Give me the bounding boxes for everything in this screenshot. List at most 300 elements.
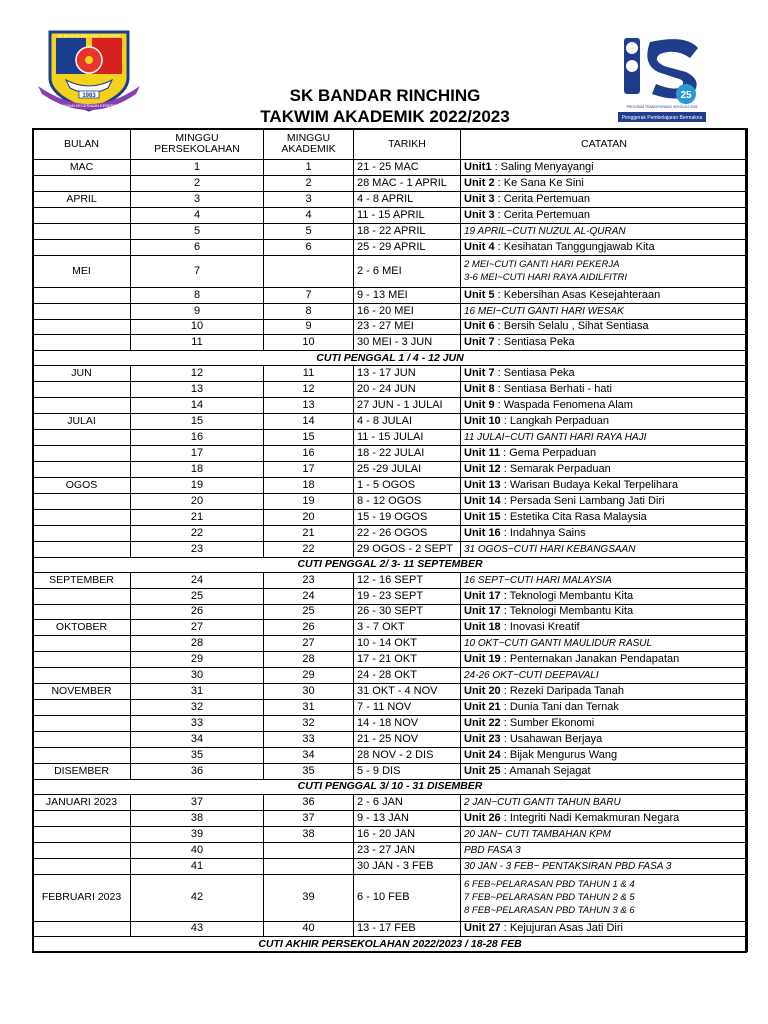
calendar-body: [33, 160, 748, 952]
cell-minggu-akademik: 31: [264, 700, 354, 716]
table-row: [33, 636, 748, 652]
cell-tarikh: 28 MAC - 1 APRIL: [354, 175, 461, 191]
table-row: [33, 684, 748, 700]
table-row: [33, 525, 748, 541]
table-row: [33, 160, 748, 176]
cell-minggu-persekolahan: 41: [131, 858, 264, 874]
unit-title: : Waspada Fenomena Alam: [497, 399, 633, 412]
cell-catatan: [461, 446, 748, 462]
cell-bulan: [33, 207, 131, 223]
cell-minggu-akademik: 26: [264, 620, 354, 636]
cell-catatan: [461, 874, 748, 921]
table-row: [33, 700, 748, 716]
cell-minggu-persekolahan: 4: [131, 207, 264, 223]
cell-minggu-persekolahan: 43: [131, 921, 264, 937]
cell-bulan: JULAI: [33, 414, 131, 430]
cell-minggu-persekolahan: 33: [131, 716, 264, 732]
cell-minggu-akademik: [264, 842, 354, 858]
cell-bulan: DISEMBER: [33, 763, 131, 779]
note-text: 19 APRIL~CUTI NUZUL AL-QURAN: [464, 225, 626, 237]
cell-tarikh: 6 - 10 FEB: [354, 874, 461, 921]
cell-tarikh: 4 - 8 APRIL: [354, 191, 461, 207]
note-text: 11 JULAI~CUTI GANTI HARI RAYA HAJI: [464, 432, 647, 444]
cell-tarikh: 3 - 7 OKT: [354, 620, 461, 636]
unit-label: Unit1: [464, 160, 492, 173]
holiday-label: CUTI PENGGAL 3/ 10 - 31 DISEMBER: [33, 779, 748, 794]
cell-minggu-persekolahan: 2: [131, 175, 264, 191]
cell-minggu-akademik: 20: [264, 509, 354, 525]
unit-label: Unit 9: [464, 399, 495, 412]
unit-title: : Kebersihan Asas Kesejahteraan: [497, 288, 661, 301]
cell-catatan: [461, 430, 748, 446]
note-text: PBD FASA 3: [464, 844, 521, 856]
cell-minggu-persekolahan: 37: [131, 794, 264, 810]
cell-minggu-persekolahan: 23: [131, 541, 264, 557]
note-text: 10 OKT~CUTI GANTI MAULIDUR RASUL: [464, 638, 653, 650]
table-row: [33, 287, 748, 303]
cell-minggu-akademik: 14: [264, 414, 354, 430]
cell-minggu-akademik: 27: [264, 636, 354, 652]
crest-motto: KEAMANAN KECERIAAN KEBERSIHAN: [52, 103, 126, 108]
cell-minggu-persekolahan: 8: [131, 287, 264, 303]
cell-bulan: [33, 858, 131, 874]
cell-tarikh: 11 - 15 APRIL: [354, 207, 461, 223]
cell-tarikh: 21 - 25 NOV: [354, 732, 461, 748]
cell-catatan: [461, 716, 748, 732]
table-row: [33, 921, 748, 937]
cell-bulan: [33, 430, 131, 446]
cell-tarikh: 31 OKT - 4 NOV: [354, 684, 461, 700]
cell-minggu-persekolahan: 24: [131, 572, 264, 588]
cell-catatan: [461, 493, 748, 509]
cell-tarikh: 20 - 24 JUN: [354, 382, 461, 398]
cell-minggu-persekolahan: 28: [131, 636, 264, 652]
unit-title: : Semarak Perpaduan: [503, 462, 611, 475]
cell-minggu-akademik: 3: [264, 191, 354, 207]
cell-tarikh: 19 - 23 SEPT: [354, 588, 461, 604]
header-catatan: CATATAN: [461, 129, 748, 160]
cell-catatan: [461, 160, 748, 176]
cell-catatan: [461, 414, 748, 430]
cell-tarikh: 25 -29 JULAI: [354, 462, 461, 478]
cell-bulan: JANUARI 2023: [33, 794, 131, 810]
cell-catatan: [461, 287, 748, 303]
cell-catatan: [461, 652, 748, 668]
unit-label: Unit 8: [464, 383, 495, 396]
cell-tarikh: 30 MEI - 3 JUN: [354, 335, 461, 351]
holiday-label: CUTI AKHIR PERSEKOLAHAN 2022/2023 / 18-28 FEB: [33, 937, 748, 952]
cell-tarikh: 30 JAN - 3 FEB: [354, 858, 461, 874]
cell-catatan: [461, 826, 748, 842]
note-text: 31 OGOS~CUTI HARI KEBANGSAAN: [464, 543, 636, 555]
table-row: [33, 493, 748, 509]
table-row: [33, 382, 748, 398]
unit-title: : Gema Perpaduan: [503, 447, 597, 460]
unit-title: : Inovasi Kreatif: [503, 621, 580, 634]
cell-bulan: [33, 382, 131, 398]
holiday-label: CUTI PENGGAL 2/ 3- 11 SEPTEMBER: [33, 557, 748, 572]
cell-catatan: [461, 541, 748, 557]
crest-year: 1983: [82, 93, 96, 99]
cell-minggu-persekolahan: 14: [131, 398, 264, 414]
unit-title: : Bersih Selalu , Sihat Sentiasa: [497, 320, 649, 333]
cell-tarikh: 9 - 13 MEI: [354, 287, 461, 303]
unit-label: Unit 11: [464, 447, 501, 460]
cell-bulan: OGOS: [33, 477, 131, 493]
cell-minggu-akademik: 5: [264, 223, 354, 239]
cell-catatan: [461, 366, 748, 382]
cell-catatan: [461, 700, 748, 716]
cell-tarikh: 13 - 17 FEB: [354, 921, 461, 937]
cell-tarikh: 13 - 17 JUN: [354, 366, 461, 382]
cell-minggu-akademik: 13: [264, 398, 354, 414]
cell-minggu-persekolahan: 38: [131, 810, 264, 826]
unit-title: : Persada Seni Lambang Jati Diri: [503, 494, 665, 507]
cell-bulan: [33, 335, 131, 351]
note-line: 6 FEB~PELARASAN PBD TAHUN 1 & 4: [464, 879, 635, 890]
unit-title: : Cerita Pertemuan: [497, 192, 590, 205]
unit-title: : Indahnya Sains: [503, 526, 586, 539]
note-text: 16 MEI~CUTI GANTI HARI WESAK: [464, 305, 624, 317]
cell-bulan: [33, 541, 131, 557]
unit-label: Unit 14: [464, 494, 501, 507]
cell-minggu-akademik: 6: [264, 239, 354, 255]
cell-minggu-akademik: 24: [264, 588, 354, 604]
cell-catatan: [461, 620, 748, 636]
unit-label: Unit 17: [464, 589, 501, 602]
cell-minggu-persekolahan: 39: [131, 826, 264, 842]
cell-tarikh: 17 - 21 OKT: [354, 652, 461, 668]
note-line: 3-6 MEI~CUTI HARI RAYA AIDILFITRI: [464, 272, 628, 284]
cell-tarikh: 12 - 16 SEPT: [354, 572, 461, 588]
table-row: [33, 398, 748, 414]
unit-title: : Bijak Mengurus Wang: [503, 748, 618, 761]
header-minggu-akademik: [264, 129, 354, 160]
cell-minggu-persekolahan: 13: [131, 382, 264, 398]
table-row: [33, 366, 748, 382]
cell-tarikh: 2 - 6 JAN: [354, 794, 461, 810]
cell-minggu-akademik: 18: [264, 477, 354, 493]
cell-minggu-akademik: 33: [264, 732, 354, 748]
cell-minggu-akademik: 37: [264, 810, 354, 826]
cell-minggu-akademik: 17: [264, 462, 354, 478]
cell-tarikh: 16 - 20 JAN: [354, 826, 461, 842]
cell-bulan: [33, 493, 131, 509]
cell-tarikh: 21 - 25 MAC: [354, 160, 461, 176]
cell-tarikh: 5 - 9 DIS: [354, 763, 461, 779]
table-row: [33, 446, 748, 462]
cell-minggu-persekolahan: 3: [131, 191, 264, 207]
cell-minggu-persekolahan: 19: [131, 477, 264, 493]
table-row: [33, 858, 748, 874]
cell-bulan: [33, 700, 131, 716]
cell-bulan: [33, 398, 131, 414]
unit-title: : Warisan Budaya Kekal Terpelihara: [503, 478, 679, 491]
cell-tarikh: 4 - 8 JULAI: [354, 414, 461, 430]
unit-label: Unit 4: [464, 240, 495, 253]
unit-label: Unit 23: [464, 732, 501, 745]
cell-tarikh: 18 - 22 JULAI: [354, 446, 461, 462]
cell-tarikh: 1 - 5 OGOS: [354, 477, 461, 493]
unit-title: : Estetika Cita Rasa Malaysia: [503, 510, 647, 523]
cell-minggu-persekolahan: 10: [131, 319, 264, 335]
table-row: [33, 191, 748, 207]
table-row: [33, 239, 748, 255]
table-row: [33, 794, 748, 810]
table-row: [33, 255, 748, 287]
cell-catatan: [461, 525, 748, 541]
holiday-row: [33, 351, 748, 366]
note-line: 7 FEB~PELARASAN PBD TAHUN 2 & 5: [464, 892, 635, 903]
cell-bulan: JUN: [33, 366, 131, 382]
unit-label: Unit 19: [464, 653, 501, 666]
table-header-row: [33, 129, 748, 160]
table-row: [33, 509, 748, 525]
cell-bulan: FEBRUARI 2023: [33, 874, 131, 921]
cell-catatan: [461, 604, 748, 620]
unit-label: Unit 15: [464, 510, 501, 523]
cell-tarikh: 14 - 18 NOV: [354, 716, 461, 732]
unit-label: Unit 5: [464, 288, 495, 301]
header-tarikh: TARIKH: [354, 129, 461, 160]
cell-catatan: [461, 588, 748, 604]
unit-label: Unit 10: [464, 415, 501, 428]
cell-minggu-akademik: 11: [264, 366, 354, 382]
cell-bulan: [33, 319, 131, 335]
table-row: [33, 414, 748, 430]
cell-minggu-akademik: [264, 858, 354, 874]
cell-minggu-akademik: [264, 255, 354, 287]
cell-minggu-akademik: 36: [264, 794, 354, 810]
cell-minggu-akademik: 21: [264, 525, 354, 541]
note-text: 16 SEPT~CUTI HARI MALAYSIA: [464, 574, 612, 586]
unit-label: Unit 3: [464, 208, 495, 221]
cell-bulan: [33, 826, 131, 842]
cell-catatan: [461, 398, 748, 414]
cell-tarikh: 10 - 14 OKT: [354, 636, 461, 652]
cell-bulan: [33, 588, 131, 604]
unit-title: : Kesihatan Tanggungjawab Kita: [497, 240, 655, 253]
cell-minggu-persekolahan: 16: [131, 430, 264, 446]
cell-bulan: MEI: [33, 255, 131, 287]
cell-catatan: [461, 668, 748, 684]
cell-minggu-persekolahan: 6: [131, 239, 264, 255]
cell-catatan: [461, 335, 748, 351]
cell-bulan: MAC: [33, 160, 131, 176]
cell-minggu-persekolahan: 30: [131, 668, 264, 684]
cell-bulan: [33, 239, 131, 255]
cell-minggu-persekolahan: 31: [131, 684, 264, 700]
cell-minggu-akademik: 15: [264, 430, 354, 446]
ts25-logo: [616, 36, 708, 126]
cell-tarikh: 26 - 30 SEPT: [354, 604, 461, 620]
cell-catatan: [461, 382, 748, 398]
cell-tarikh: 29 OGOS - 2 SEPT: [354, 541, 461, 557]
cell-minggu-persekolahan: 29: [131, 652, 264, 668]
header-minggu-akademik-line1: MINGGU: [286, 132, 331, 144]
table-row: [33, 826, 748, 842]
cell-tarikh: 9 - 13 JAN: [354, 810, 461, 826]
table-row: [33, 747, 748, 763]
cell-minggu-persekolahan: 11: [131, 335, 264, 351]
cell-minggu-persekolahan: 12: [131, 366, 264, 382]
cell-minggu-akademik: 10: [264, 335, 354, 351]
table-row: [33, 732, 748, 748]
cell-minggu-persekolahan: 35: [131, 747, 264, 763]
cell-catatan: [461, 207, 748, 223]
table-row: [33, 716, 748, 732]
cell-minggu-akademik: 22: [264, 541, 354, 557]
cell-minggu-akademik: 40: [264, 921, 354, 937]
cell-catatan: [461, 858, 748, 874]
unit-label: Unit 13: [464, 478, 501, 491]
crest-top-text: SK BANDAR RINCHING SEMENYIH: [57, 34, 121, 38]
cell-catatan: [461, 223, 748, 239]
holiday-row: [33, 779, 748, 794]
cell-tarikh: 22 - 26 OGOS: [354, 525, 461, 541]
note-line: 8 FEB~PELARASAN PBD TAHUN 3 & 6: [464, 905, 635, 916]
unit-label: Unit 27: [464, 922, 501, 935]
cell-tarikh: 16 - 20 MEI: [354, 303, 461, 319]
cell-minggu-persekolahan: 40: [131, 842, 264, 858]
table-row: [33, 303, 748, 319]
cell-catatan: [461, 509, 748, 525]
unit-label: Unit 3: [464, 192, 495, 205]
ts25-slogan: Penggerak Pembelajaran Bermakna: [621, 115, 703, 121]
cell-tarikh: 11 - 15 JULAI: [354, 430, 461, 446]
cell-tarikh: 27 JUN - 1 JULAI: [354, 398, 461, 414]
unit-title: : Sentiasa Peka: [497, 336, 575, 349]
cell-minggu-akademik: 25: [264, 604, 354, 620]
cell-catatan: [461, 921, 748, 937]
cell-tarikh: 23 - 27 JAN: [354, 842, 461, 858]
cell-minggu-persekolahan: 5: [131, 223, 264, 239]
cell-minggu-persekolahan: 15: [131, 414, 264, 430]
cell-minggu-persekolahan: 17: [131, 446, 264, 462]
unit-title: : Usahawan Berjaya: [503, 732, 603, 745]
unit-title: : Rezeki Daripada Tanah: [503, 685, 625, 698]
cell-minggu-akademik: 23: [264, 572, 354, 588]
cell-tarikh: 8 - 12 OGOS: [354, 493, 461, 509]
cell-tarikh: 24 - 28 OKT: [354, 668, 461, 684]
table-row: [33, 319, 748, 335]
unit-label: Unit 16: [464, 526, 501, 539]
cell-bulan: [33, 921, 131, 937]
unit-title: : Sentiasa Berhati - hati: [497, 383, 612, 396]
cell-catatan: [461, 477, 748, 493]
cell-minggu-akademik: 32: [264, 716, 354, 732]
cell-catatan: [461, 319, 748, 335]
unit-label: Unit 7: [464, 336, 495, 349]
table-row: [33, 462, 748, 478]
unit-title: : Sumber Ekonomi: [503, 717, 595, 730]
cell-minggu-akademik: 28: [264, 652, 354, 668]
table-row: [33, 763, 748, 779]
unit-label: Unit 17: [464, 605, 501, 618]
table-row: [33, 430, 748, 446]
cell-minggu-persekolahan: 21: [131, 509, 264, 525]
unit-label: Unit 26: [464, 811, 501, 824]
cell-minggu-persekolahan: 7: [131, 255, 264, 287]
cell-minggu-akademik: 39: [264, 874, 354, 921]
cell-bulan: [33, 747, 131, 763]
cell-bulan: [33, 810, 131, 826]
ts25-number: 25: [680, 90, 692, 101]
table-row: [33, 477, 748, 493]
cell-minggu-persekolahan: 20: [131, 493, 264, 509]
unit-label: Unit 25: [464, 764, 501, 777]
unit-label: Unit 7: [464, 367, 495, 380]
table-row: [33, 175, 748, 191]
cell-bulan: [33, 446, 131, 462]
cell-catatan: [461, 572, 748, 588]
table-row: [33, 572, 748, 588]
cell-bulan: [33, 604, 131, 620]
table-row: [33, 335, 748, 351]
cell-catatan: [461, 462, 748, 478]
school-name-title: SK BANDAR RINCHING: [289, 86, 481, 105]
ts25-program-text: PROGRAM TRANSFORMASI SEKOLAH 2025: [626, 105, 698, 109]
cell-minggu-persekolahan: 1: [131, 160, 264, 176]
cell-bulan: [33, 303, 131, 319]
cell-bulan: [33, 509, 131, 525]
cell-bulan: [33, 462, 131, 478]
cell-bulan: NOVEMBER: [33, 684, 131, 700]
cell-catatan: [461, 794, 748, 810]
cell-catatan: [461, 763, 748, 779]
header-minggu-persekolahan-line2: PERSEKOLAHAN: [154, 143, 240, 155]
cell-catatan: [461, 636, 748, 652]
cell-minggu-persekolahan: 9: [131, 303, 264, 319]
note-text: 30 JAN - 3 FEB~ PENTAKSIRAN PBD FASA 3: [464, 860, 672, 872]
holiday-label: CUTI PENGGAL 1 / 4 - 12 JUN: [33, 351, 748, 366]
cell-minggu-akademik: 29: [264, 668, 354, 684]
calendar-title: TAKWIM AKADEMIK 2022/2023: [260, 107, 510, 126]
cell-minggu-akademik: 35: [264, 763, 354, 779]
cell-catatan: [461, 842, 748, 858]
table-row: [33, 541, 748, 557]
cell-bulan: [33, 732, 131, 748]
cell-minggu-persekolahan: 42: [131, 874, 264, 921]
unit-title: : Teknologi Membantu Kita: [503, 589, 634, 602]
cell-bulan: [33, 175, 131, 191]
unit-label: Unit 22: [464, 717, 501, 730]
cell-minggu-akademik: 38: [264, 826, 354, 842]
unit-label: Unit 18: [464, 621, 501, 634]
cell-minggu-persekolahan: 32: [131, 700, 264, 716]
cell-minggu-akademik: 1: [264, 160, 354, 176]
cell-minggu-persekolahan: 36: [131, 763, 264, 779]
school-crest-logo: [36, 30, 142, 114]
header-bulan: BULAN: [33, 129, 131, 160]
unit-title: : Amanah Sejagat: [503, 764, 591, 777]
note-line: 2 MEI~CUTI GANTI HARI PEKERJA: [464, 259, 620, 271]
cell-catatan: [461, 175, 748, 191]
table-row: [33, 223, 748, 239]
header-minggu-persekolahan-line1: MINGGU: [175, 132, 219, 144]
table-row: [33, 207, 748, 223]
note-text: 20 JAN~ CUTI TAMBAHAN KPM: [464, 828, 611, 840]
cell-minggu-akademik: 12: [264, 382, 354, 398]
cell-minggu-persekolahan: 22: [131, 525, 264, 541]
cell-minggu-persekolahan: 26: [131, 604, 264, 620]
cell-minggu-akademik: 34: [264, 747, 354, 763]
table-row: [33, 810, 748, 826]
cell-minggu-persekolahan: 27: [131, 620, 264, 636]
cell-catatan: [461, 684, 748, 700]
cell-bulan: [33, 652, 131, 668]
cell-tarikh: 15 - 19 OGOS: [354, 509, 461, 525]
